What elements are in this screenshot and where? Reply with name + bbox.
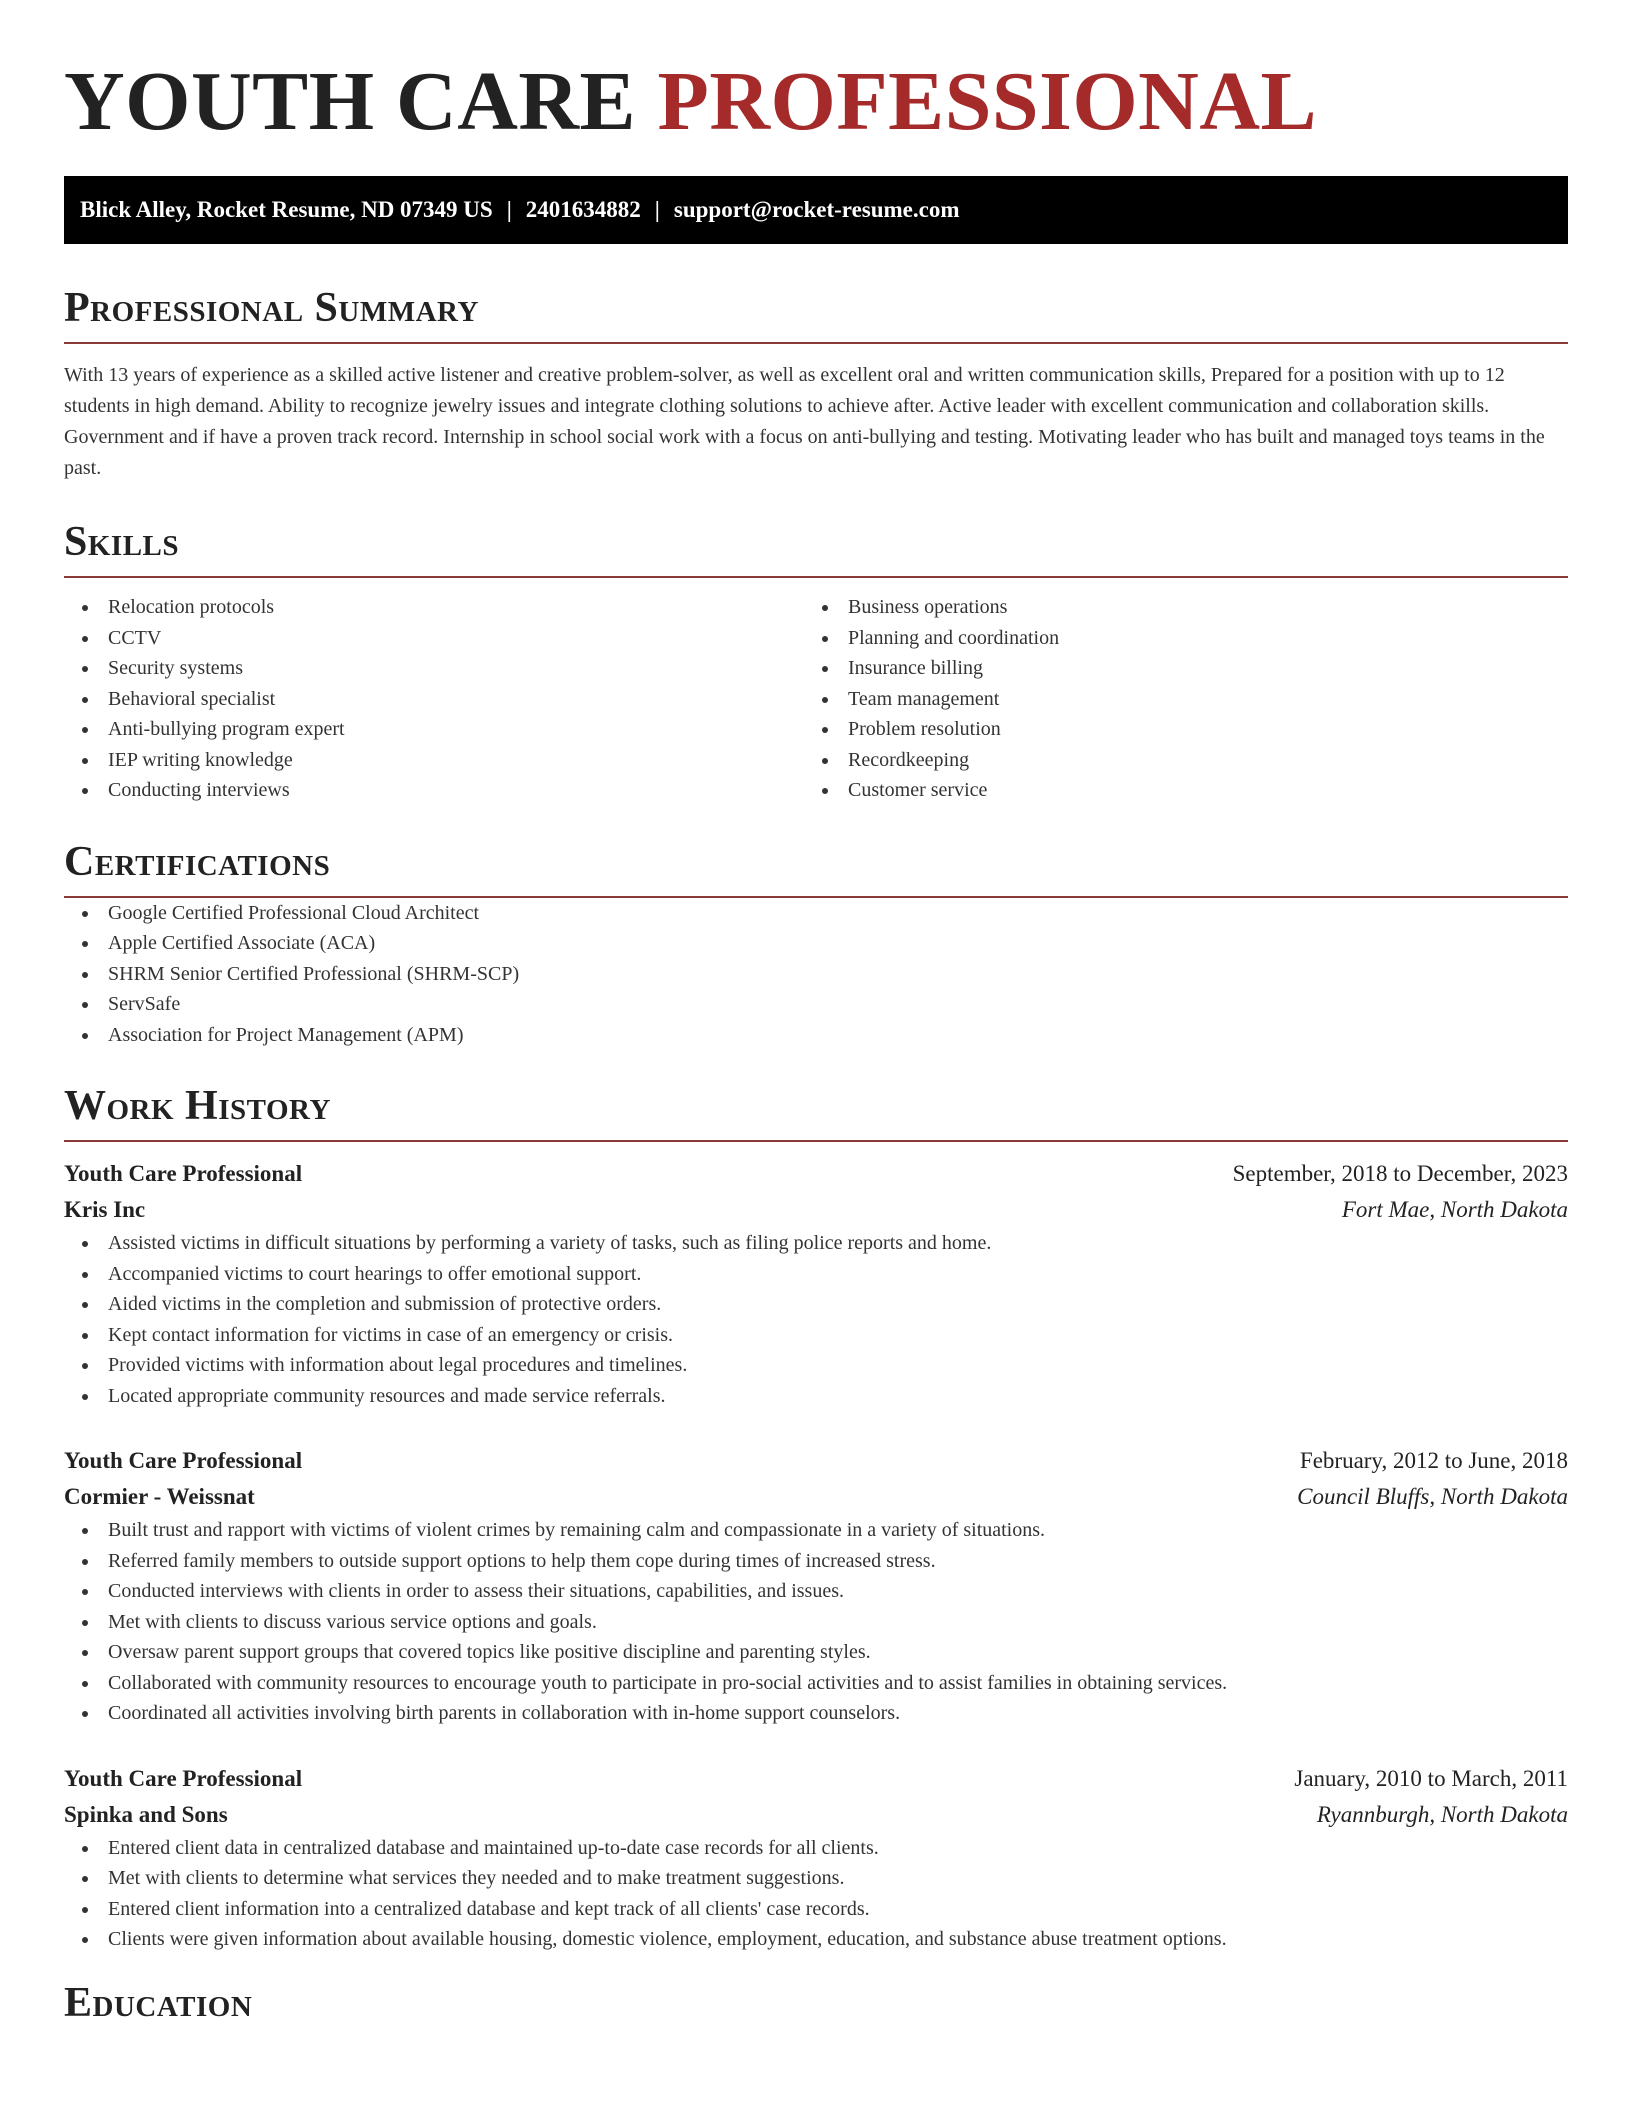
job-bullet: Located appropriate community resources and made service referrals. <box>64 1381 1568 1412</box>
job-bullet: Provided victims with information about legal procedures and timelines. <box>64 1350 1568 1381</box>
job-dates: January, 2010 to March, 2011 <box>1294 1765 1568 1791</box>
skills-list-right <box>804 592 1544 806</box>
contact-phone: 2401634882 <box>525 197 641 222</box>
skill-item: Relocation protocols <box>64 592 804 623</box>
certifications-section <box>64 836 1568 1051</box>
job-bullet: Clients were given information about available housing, domestic violence, employment, education, and substance abuse treatment options. <box>64 1924 1568 1955</box>
contact-separator: | <box>654 197 660 222</box>
certification-item: Google Certified Professional Cloud Architect <box>64 898 1568 929</box>
section-divider <box>64 342 1568 344</box>
skills-list-left <box>64 592 804 806</box>
job-company: Cormier - Weissnat <box>64 1484 255 1509</box>
job-bullet: Entered client data in centralized database and maintained up-to-date case records for all clients. <box>64 1833 1568 1864</box>
certifications-heading: Certifications <box>64 838 331 885</box>
job-company: Kris Inc <box>64 1197 146 1222</box>
contact-email[interactable]: support@rocket-resume.com <box>673 197 960 222</box>
certification-item: Apple Certified Associate (ACA) <box>64 928 1568 959</box>
resume-title <box>64 0 1568 162</box>
job-bullet: Kept contact information for victims in case of an emergency or crisis. <box>64 1320 1568 1351</box>
education-section <box>64 1977 1568 2029</box>
skill-item: Security systems <box>64 653 804 684</box>
certifications-list <box>64 898 1568 1051</box>
skills-column-right <box>804 592 1544 806</box>
job-location: Ryannburgh, North Dakota <box>1316 1801 1568 1827</box>
job-bullet: Met with clients to discuss various service options and goals. <box>64 1607 1568 1638</box>
job-dates: September, 2018 to December, 2023 <box>1232 1161 1568 1186</box>
section-divider <box>64 576 1568 578</box>
title-part-2: PROFESSIONAL <box>657 55 1318 148</box>
summary-section <box>64 282 1568 484</box>
skill-item: Problem resolution <box>804 714 1544 745</box>
job-bullet: Oversaw parent support groups that covered topics like positive discipline and parenting styles. <box>64 1637 1568 1668</box>
skill-item: Planning and coordination <box>804 623 1544 654</box>
skill-item: Team management <box>804 684 1544 715</box>
job-bullet: Met with clients to determine what services they needed and to make treatment suggestions. <box>64 1863 1568 1894</box>
job-bullet: Assisted victims in difficult situations by performing a variety of tasks, such as filing police reports and home. <box>64 1228 1568 1259</box>
job-company: Spinka and Sons <box>64 1801 228 1827</box>
job-bullet: Aided victims in the completion and submission of protective orders. <box>64 1289 1568 1320</box>
job-title: Youth Care Professional <box>64 1765 303 1791</box>
skill-item: CCTV <box>64 623 804 654</box>
education-heading: Education <box>64 1979 253 2026</box>
certification-item: SHRM Senior Certified Professional (SHRM-SCP) <box>64 959 1568 990</box>
job-header-row <box>64 1443 1568 1479</box>
skill-item: Recordkeeping <box>804 745 1544 776</box>
job-title: Youth Care Professional <box>64 1448 303 1473</box>
skills-column-left <box>64 592 804 806</box>
skill-item: Business operations <box>804 592 1544 623</box>
job-company-row <box>64 1192 1568 1228</box>
job-bullet: Conducted interviews with clients in order to assess their situations, capabilities, and issues. <box>64 1576 1568 1607</box>
title-part-1: YOUTH CARE <box>64 55 637 148</box>
job-bullets <box>64 1515 1568 1729</box>
job-header-row <box>64 1761 1568 1797</box>
job-location: Fort Mae, North Dakota <box>1341 1197 1568 1222</box>
job-entry <box>64 1443 1568 1729</box>
skill-item: IEP writing knowledge <box>64 745 804 776</box>
skill-item: Customer service <box>804 775 1544 806</box>
resume-page <box>64 0 1568 2029</box>
skill-item: Anti-bullying program expert <box>64 714 804 745</box>
work-history-heading: Work History <box>64 1083 331 1129</box>
summary-text: With 13 years of experience as a skilled active listener and creative problem-solver, as well as excellent oral and written communication skills, Prepared for a position with up to 12 students in high demand. Ability to recognize jewelry issues and integrate clothing solutions to achieve after. Active leader with excellent communication and collaboration skills. Government and if have a proven track record. Internship in school social work with a focus on anti-bullying and testing. Motivating leader who has built and managed toys teams in the past. <box>64 364 1545 479</box>
job-bullet: Accompanied victims to court hearings to offer emotional support. <box>64 1259 1568 1290</box>
job-company-row <box>64 1797 1568 1833</box>
job-bullet: Collaborated with community resources to encourage youth to participate in pro-social activities and to assist families in obtaining services. <box>64 1668 1568 1699</box>
job-dates: February, 2012 to June, 2018 <box>1299 1448 1568 1473</box>
job-company-row <box>64 1479 1568 1515</box>
job-entry <box>64 1156 1568 1411</box>
summary-heading: Professional Summary <box>64 285 479 331</box>
job-bullet: Coordinated all activities involving birth parents in collaboration with in-home support counselors. <box>64 1698 1568 1729</box>
skills-columns <box>64 592 1568 806</box>
skill-item: Insurance billing <box>804 653 1544 684</box>
contact-address: Blick Alley, Rocket Resume, ND 07349 US <box>80 197 493 222</box>
contact-bar <box>64 176 1568 244</box>
certification-item: ServSafe <box>64 989 1568 1020</box>
certification-item: Association for Project Management (APM) <box>64 1020 1568 1051</box>
job-bullet: Entered client information into a centralized database and kept track of all clients' case records. <box>64 1894 1568 1925</box>
contact-separator: | <box>506 197 512 222</box>
job-entry <box>64 1761 1568 1955</box>
job-bullets <box>64 1833 1568 1955</box>
section-divider <box>64 1140 1568 1142</box>
skill-item: Behavioral specialist <box>64 684 804 715</box>
skills-section <box>64 516 1568 806</box>
job-title: Youth Care Professional <box>64 1161 303 1186</box>
job-header-row <box>64 1156 1568 1192</box>
job-bullet: Built trust and rapport with victims of violent crimes by remaining calm and compassionate in a variety of situations. <box>64 1515 1568 1546</box>
skills-heading: Skills <box>64 519 180 565</box>
job-bullets <box>64 1228 1568 1411</box>
job-bullet: Referred family members to outside support options to help them cope during times of increased stress. <box>64 1546 1568 1577</box>
job-location: Council Bluffs, North Dakota <box>1297 1484 1568 1509</box>
work-history-section <box>64 1080 1568 1955</box>
skill-item: Conducting interviews <box>64 775 804 806</box>
